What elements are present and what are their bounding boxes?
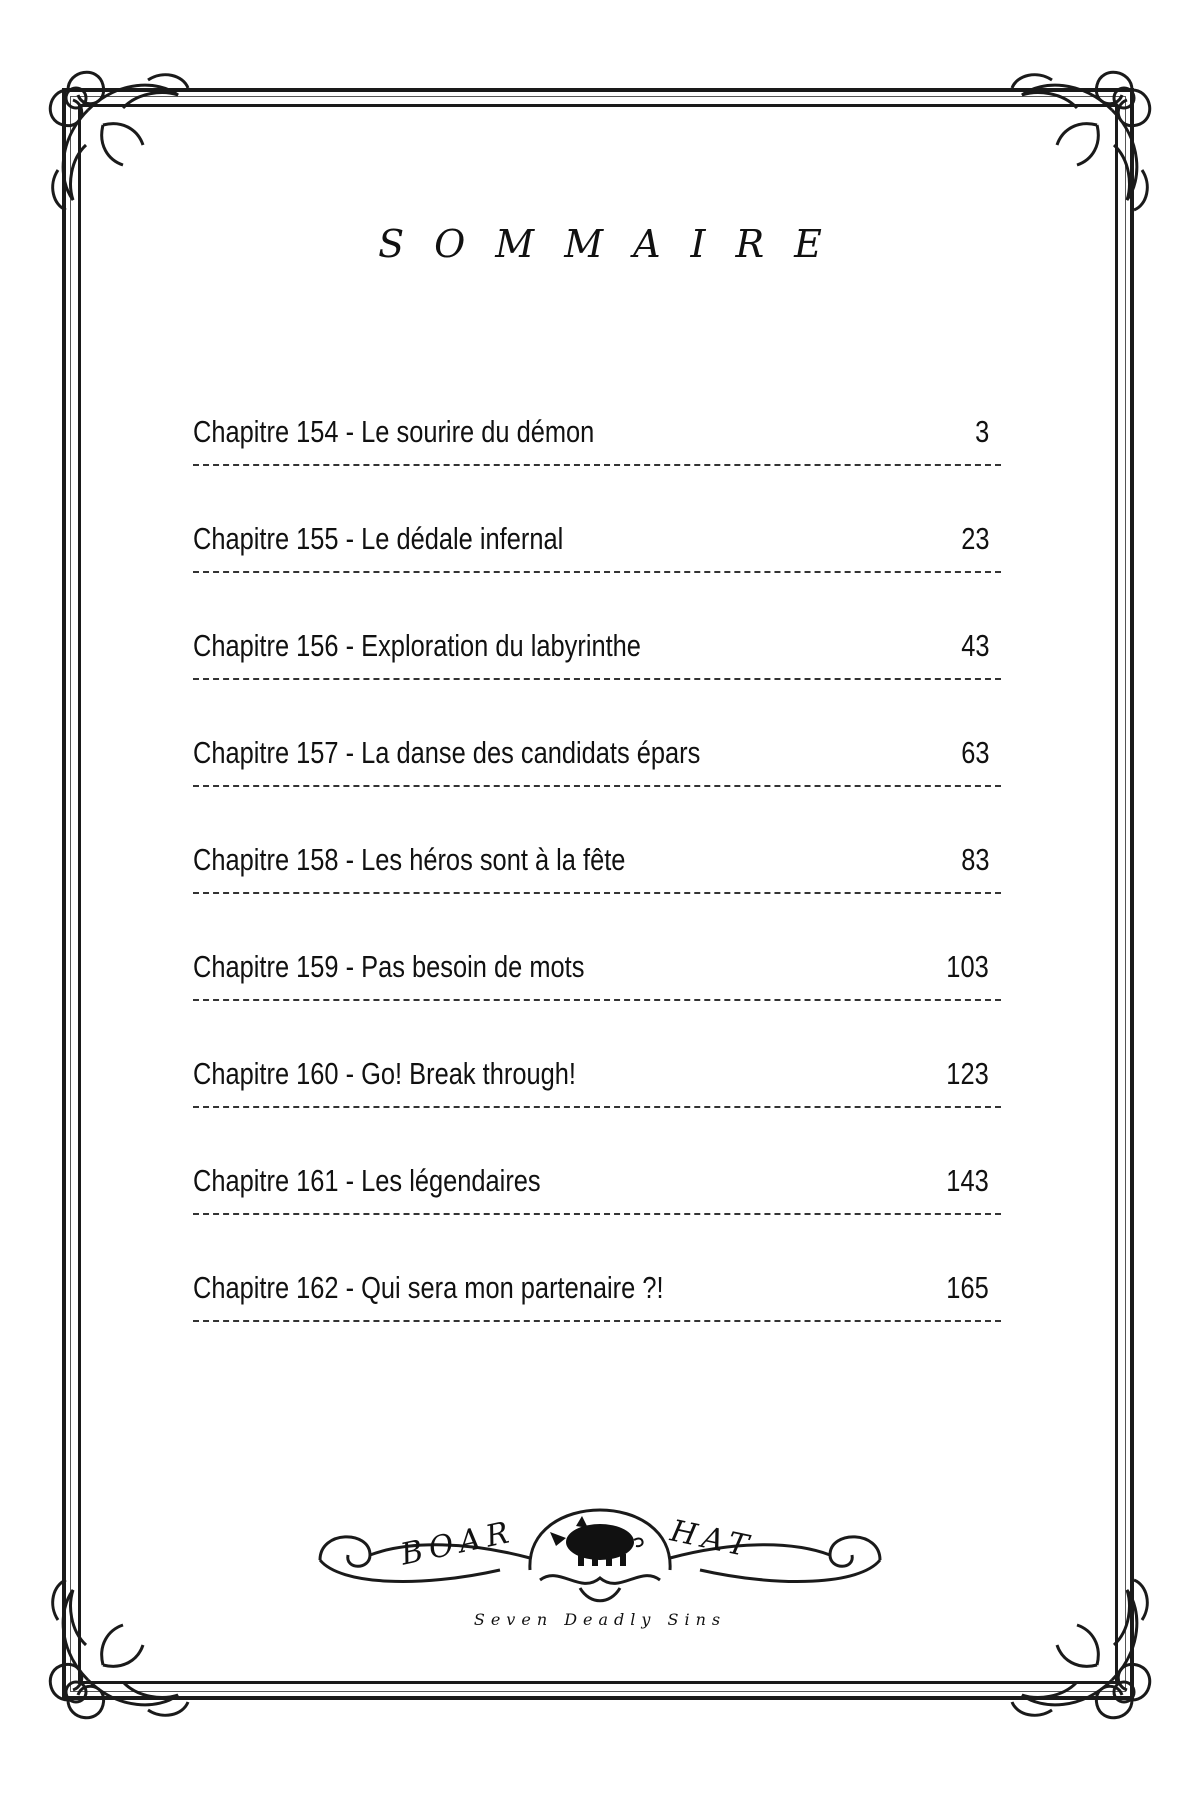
toc-entry-title: Chapitre 160 - Go! Break through! [193,1056,576,1091]
toc-entry-title: Chapitre 161 - Les légendaires [193,1163,541,1198]
toc-entry[interactable] [193,1262,1001,1322]
boar-icon [550,1516,643,1566]
toc-entry[interactable] [193,1155,1001,1215]
ornamental-scroll-icon [1002,1570,1172,1740]
toc-entry-page: 103 [946,949,989,984]
toc-entry-page: 43 [960,628,989,663]
boar-hat-logo [300,1470,900,1650]
toc-entry[interactable] [193,727,1001,787]
page-title: SOMMAIRE [378,222,852,266]
ornamental-scroll-icon [28,50,198,220]
toc-entry-title: Chapitre 158 - Les héros sont à la fête [193,842,626,877]
toc-entry-title: Chapitre 162 - Qui sera mon partenaire ?! [193,1270,664,1305]
toc-entry-title: Chapitre 159 - Pas besoin de mots [193,949,585,984]
toc-entry[interactable] [193,513,1001,573]
ornamental-scroll-icon [1002,50,1172,220]
toc-entry[interactable] [193,620,1001,680]
toc-entry[interactable] [193,1048,1001,1108]
toc-entry[interactable] [193,834,1001,894]
toc-entry-title: Chapitre 155 - Le dédale infernal [193,521,564,556]
table-of-contents [193,406,1001,1369]
toc-entry-page: 3 [974,414,989,449]
toc-entry-page: 23 [960,521,989,556]
toc-entry[interactable] [193,941,1001,1001]
toc-entry[interactable] [193,406,1001,466]
toc-entry-page: 83 [960,842,989,877]
toc-entry-page: 143 [946,1163,989,1198]
toc-entry-page: 165 [946,1270,989,1305]
toc-entry-page: 123 [946,1056,989,1091]
logo-word-left: BOAR [397,1514,518,1573]
logo-word-right: HAT [667,1513,757,1566]
toc-entry-title: Chapitre 154 - Le sourire du démon [193,414,595,449]
toc-entry-page: 63 [960,735,989,770]
toc-entry-title: Chapitre 157 - La danse des candidats épars [193,735,701,770]
ornamental-scroll-icon [28,1570,198,1740]
logo-subtitle: Seven Deadly Sins [473,1610,727,1629]
toc-entry-title: Chapitre 156 - Exploration du labyrinthe [193,628,641,663]
